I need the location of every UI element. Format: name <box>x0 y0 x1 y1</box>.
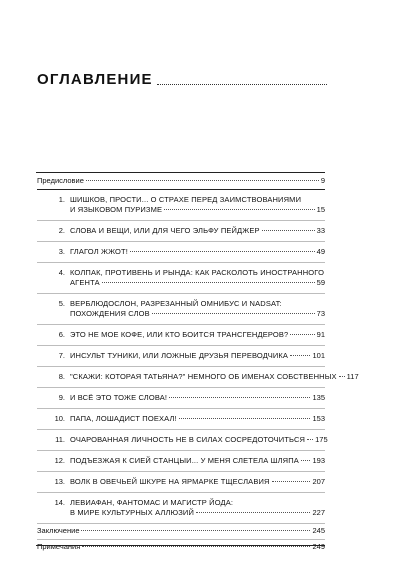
chapter-title-line <box>70 498 325 508</box>
top-rule <box>36 172 325 173</box>
chapter-title-block <box>70 498 325 518</box>
chapter-title-line <box>70 508 325 518</box>
leader-dots <box>164 208 315 210</box>
chapter-number: 4. <box>58 268 65 277</box>
chapter-number: 6. <box>58 330 65 339</box>
page-title: ОГЛАВЛЕНИЕ <box>37 71 153 88</box>
chapter-title: ЛЕВИАФАН, ФАНТОМАС И МАГИСТР ЙОДА: <box>70 498 234 507</box>
leader-dots <box>290 354 310 356</box>
chapter-number: 5. <box>58 299 65 308</box>
chapter-title: ШИШКОВ, ПРОСТИ... О СТРАХЕ ПЕРЕД ЗАИМСТВОВАНИЯМИ <box>70 195 302 204</box>
chapter-title-line <box>70 456 325 466</box>
chapter-title: В МИРЕ КУЛЬТУРНЫХ АЛЛЮЗИЙ <box>70 508 195 517</box>
chapter-title-line <box>70 205 325 215</box>
chapter-title-line <box>70 330 325 340</box>
chapter-page: 193 <box>312 456 325 465</box>
leader-dots <box>169 396 310 398</box>
entry-label: Предисловие <box>37 176 84 185</box>
chapter-title: ГЛАГОЛ ЖЖОТ! <box>70 247 128 256</box>
toc-entry-chapter[interactable] <box>37 293 325 324</box>
chapter-title: И ЯЗЫКОВОМ ПУРИЗМЕ <box>70 205 163 214</box>
chapter-title-line <box>70 372 359 382</box>
toc-entry-conclusion[interactable] <box>37 523 325 539</box>
chapter-title: ИНСУЛЬТ ТУНИКИ, ИЛИ ЛОЖНЫЕ ДРУЗЬЯ ПЕРЕВОДЧИКА <box>70 351 289 360</box>
chapter-page: 175 <box>315 435 328 444</box>
toc-entry-chapter[interactable] <box>37 429 328 450</box>
chapter-page: 117 <box>346 372 359 381</box>
chapter-title-line <box>70 477 325 487</box>
chapter-title-block <box>70 226 325 236</box>
leader-dots <box>152 312 315 314</box>
toc-entry-chapter[interactable] <box>37 220 325 241</box>
title-leader-dots <box>157 83 327 85</box>
chapter-title: ПОДЪЕЗЖАЯ К СИЕЙ СТАНЦЫИ... У МЕНЯ СЛЕТЕЛА ШЛЯПА <box>70 456 299 465</box>
leader-dots <box>262 229 315 231</box>
chapter-number: 8. <box>58 372 65 381</box>
toc-entry-chapter[interactable] <box>37 492 325 523</box>
chapter-number: 1. <box>58 195 65 204</box>
chapter-title-line <box>70 351 325 361</box>
leader-dots <box>290 333 314 335</box>
chapter-number: 13. <box>54 477 65 486</box>
chapter-title-block <box>70 299 325 319</box>
chapter-title-block <box>70 268 325 288</box>
chapter-title-block <box>70 435 328 445</box>
chapter-title-block <box>70 351 325 361</box>
chapter-page: 153 <box>312 414 325 423</box>
toc-entry-notes[interactable] <box>37 539 325 555</box>
chapter-page: 49 <box>316 247 325 256</box>
toc-entry-chapter[interactable] <box>37 189 325 220</box>
chapter-title-block <box>70 195 325 215</box>
chapter-title-block <box>70 330 325 340</box>
toc-entry-chapter[interactable] <box>37 408 325 429</box>
toc-entry-chapter[interactable] <box>37 471 325 492</box>
table-of-contents <box>37 174 359 555</box>
toc-entry-chapter[interactable] <box>37 241 325 262</box>
chapter-number: 7. <box>58 351 65 360</box>
chapter-number: 14. <box>54 498 65 507</box>
chapter-page: 227 <box>312 508 325 517</box>
leader-dots <box>272 480 311 482</box>
chapter-title-line <box>70 309 325 319</box>
chapter-title: ЭТО НЕ МОЕ КОФЕ, ИЛИ КТО БОИТСЯ ТРАНСГЕНДЕРОВ? <box>70 330 289 339</box>
chapter-title-line <box>70 414 325 424</box>
chapter-title: КОЛПАК, ПРОТИВЕНЬ И РЫНДА: КАК РАСКОЛОТЬ ИНОСТРАННОГО <box>70 268 325 277</box>
chapter-title-line <box>70 299 325 309</box>
chapter-page: 91 <box>316 330 325 339</box>
chapter-title-line <box>70 435 328 445</box>
chapter-title-line <box>70 195 325 205</box>
chapter-title-block <box>70 247 325 257</box>
toc-entry-preface[interactable] <box>37 174 325 189</box>
chapter-title: ВЕРБЛЮДОСЛОН, РАЗРЕЗАННЫЙ ОМНИБУС И NADSAT: <box>70 299 282 308</box>
chapter-title-block <box>70 372 359 382</box>
toc-entry-chapter[interactable] <box>37 366 359 387</box>
toc-entry-chapter[interactable] <box>37 387 325 408</box>
leader-dots <box>301 459 311 461</box>
leader-dots <box>130 250 315 252</box>
chapter-title-block <box>70 456 325 466</box>
toc-entry-chapter[interactable] <box>37 262 325 293</box>
chapter-title: "СКАЖИ: КОТОРАЯ ТАТЬЯНА?" НЕМНОГО ОБ ИМЕНАХ СОБСТВЕННЫХ <box>70 372 337 381</box>
chapter-number: 10. <box>54 414 65 423</box>
entry-page: 245 <box>312 526 325 535</box>
chapter-list <box>37 189 359 523</box>
chapter-page: 15 <box>316 205 325 214</box>
entry-page: 9 <box>320 176 325 185</box>
chapter-number: 11. <box>55 435 65 444</box>
chapter-page: 135 <box>312 393 325 402</box>
leader-dots <box>307 438 313 440</box>
chapter-number: 2. <box>58 226 65 235</box>
chapter-title-line <box>70 278 325 288</box>
chapter-page: 59 <box>316 278 325 287</box>
entry-label: Заключение <box>37 526 80 535</box>
leader-dots <box>86 179 319 181</box>
chapter-page: 33 <box>316 226 325 235</box>
chapter-title-block <box>70 393 325 403</box>
chapter-number: 12. <box>54 456 65 465</box>
leader-dots <box>339 375 345 377</box>
chapter-title-line <box>70 393 325 403</box>
chapter-title: ПОХОЖДЕНИЯ СЛОВ <box>70 309 150 318</box>
chapter-title: ПАПА, ЛОШАДИСТ ПОЕХАЛ! <box>70 414 177 423</box>
entry-page: 249 <box>312 542 325 551</box>
leader-dots <box>179 417 311 419</box>
chapter-page: 207 <box>312 477 325 486</box>
toc-entry-chapter[interactable] <box>37 345 325 366</box>
chapter-title: ВОЛК В ОВЕЧЬЕЙ ШКУРЕ НА ЯРМАРКЕ ТЩЕСЛАВИЯ <box>70 477 270 486</box>
toc-entry-chapter[interactable] <box>37 324 325 345</box>
chapter-page: 101 <box>312 351 325 360</box>
chapter-title: ОЧАРОВАННАЯ ЛИЧНОСТЬ НЕ В СИЛАХ СОСРЕДОТОЧИТЬСЯ <box>70 435 306 444</box>
leader-dots <box>196 511 310 513</box>
chapter-number: 3. <box>58 247 65 256</box>
chapter-title-block <box>70 477 325 487</box>
chapter-title-line <box>70 268 325 278</box>
entry-label: Примечания <box>37 542 81 551</box>
leader-dots <box>102 281 315 283</box>
chapter-title: И ВСЁ ЭТО ТОЖЕ СЛОВА! <box>70 393 168 402</box>
chapter-page: 73 <box>316 309 325 318</box>
toc-heading <box>37 72 327 88</box>
chapter-title-line <box>70 247 325 257</box>
chapter-number: 9. <box>58 393 65 402</box>
chapter-title-line <box>70 226 325 236</box>
chapter-title: АГЕНТА <box>70 278 100 287</box>
leader-dots <box>81 529 310 531</box>
toc-entry-chapter[interactable] <box>37 450 325 471</box>
chapter-title: СЛОВА И ВЕЩИ, ИЛИ ДЛЯ ЧЕГО ЭЛЬФУ ПЕЙДЖЕР <box>70 226 260 235</box>
bottom-rule <box>36 545 325 546</box>
chapter-title-block <box>70 414 325 424</box>
